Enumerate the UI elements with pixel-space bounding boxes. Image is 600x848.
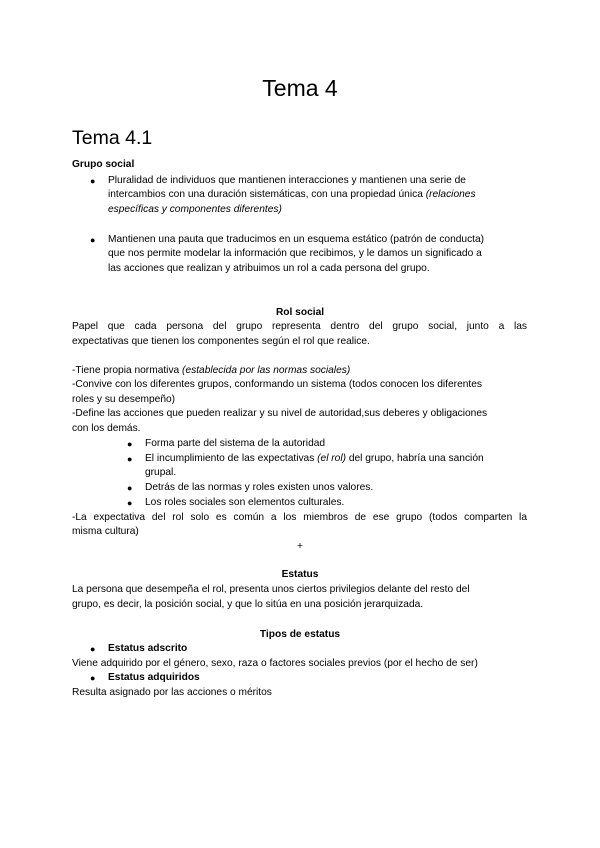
rol-line-demas: con los demás.	[72, 423, 141, 434]
grupo-b1-line2: intercambios con una duración sistemáticas, con una propiedad única (relaciones	[108, 189, 476, 200]
bullet-icon: ●	[90, 673, 96, 683]
estatus-adquiridos-label: Estatus adquiridos	[108, 672, 200, 683]
grupo-b1-line1: Pluralidad de individuos que mantienen interacciones y mantienen una serie de	[108, 175, 466, 186]
estatus-adscrito-label: Estatus adscrito	[108, 643, 188, 654]
plus-sign: +	[297, 541, 303, 552]
estatus-line2: grupo, es decir, la posición social, y que lo sitúa en una posición jerarquizada.	[72, 599, 424, 610]
rol-p1-line1: Papel que cada persona del grupo representa dentro del grupo social, junto a las	[72, 321, 527, 332]
rol-p1-line2: expectativas que tienen los componentes según el rol que realice.	[72, 336, 370, 347]
bullet-icon: ●	[127, 439, 133, 449]
rol-line-convive: -Convive con los diferentes grupos, conformando un sistema (todos conocen los diferentes	[72, 379, 482, 390]
bullet-icon: ●	[127, 454, 133, 464]
rol-sub-3: Detrás de las normas y roles existen unos valores.	[145, 482, 374, 493]
rol-sub-4: Los roles sociales son elementos culturales.	[145, 497, 345, 508]
bullet-icon: ●	[127, 483, 133, 493]
estatus-heading: Estatus	[281, 569, 319, 580]
rol-sub-1: Forma parte del sistema de la autoridad	[145, 438, 326, 449]
grupo-b2-line3: las acciones que realizan y atribuimos un rol a cada persona del grupo.	[108, 263, 430, 274]
rol-line-cultura: misma cultura)	[72, 526, 139, 537]
grupo-social-heading: Grupo social	[72, 159, 135, 170]
estatus-adscrito-desc: Viene adquirido por el género, sexo, raza o factores sociales previos (por el hecho de ser)	[72, 658, 478, 669]
rol-social-heading: Rol social	[275, 307, 325, 318]
rol-sub-2: El incumplimiento de las expectativas (el rol) del grupo, habría una sanción	[145, 453, 484, 464]
bullet-icon: ●	[90, 235, 96, 245]
bullet-icon: ●	[127, 498, 133, 508]
grupo-b1-line3: específicas y componentes diferentes)	[108, 204, 282, 215]
grupo-b2-line1: Mantienen una pauta que traducimos en un esquema estático (patrón de conducta)	[108, 234, 485, 245]
estatus-adquiridos-desc: Resulta asignado por las acciones o méritos	[72, 687, 272, 698]
rol-line-normativa: -Tiene propia normativa (establecida por las normas sociales)	[72, 365, 351, 376]
tipos-estatus-heading: Tipos de estatus	[259, 629, 341, 640]
bullet-icon: ●	[90, 644, 96, 654]
estatus-line1: La persona que desempeña el rol, presenta unos ciertos privilegios delante del resto del	[72, 584, 470, 595]
rol-line-define: -Define las acciones que pueden realizar y su nivel de autoridad,sus deberes y obligaciones	[72, 408, 488, 419]
section-heading: Tema 4.1	[72, 127, 153, 149]
page-title: Tema 4	[262, 75, 338, 101]
rol-sub-2-cont: grupal.	[145, 467, 177, 478]
grupo-b2-line2: que nos permite modelar la información que recibimos, y le damos un significado a	[108, 248, 482, 259]
rol-line-roles: roles y su desempeño)	[72, 394, 176, 405]
bullet-icon: ●	[90, 176, 96, 186]
rol-line-expectativa: -La expectativa del rol solo es común a los miembros de ese grupo (todos comparten la	[72, 512, 527, 523]
